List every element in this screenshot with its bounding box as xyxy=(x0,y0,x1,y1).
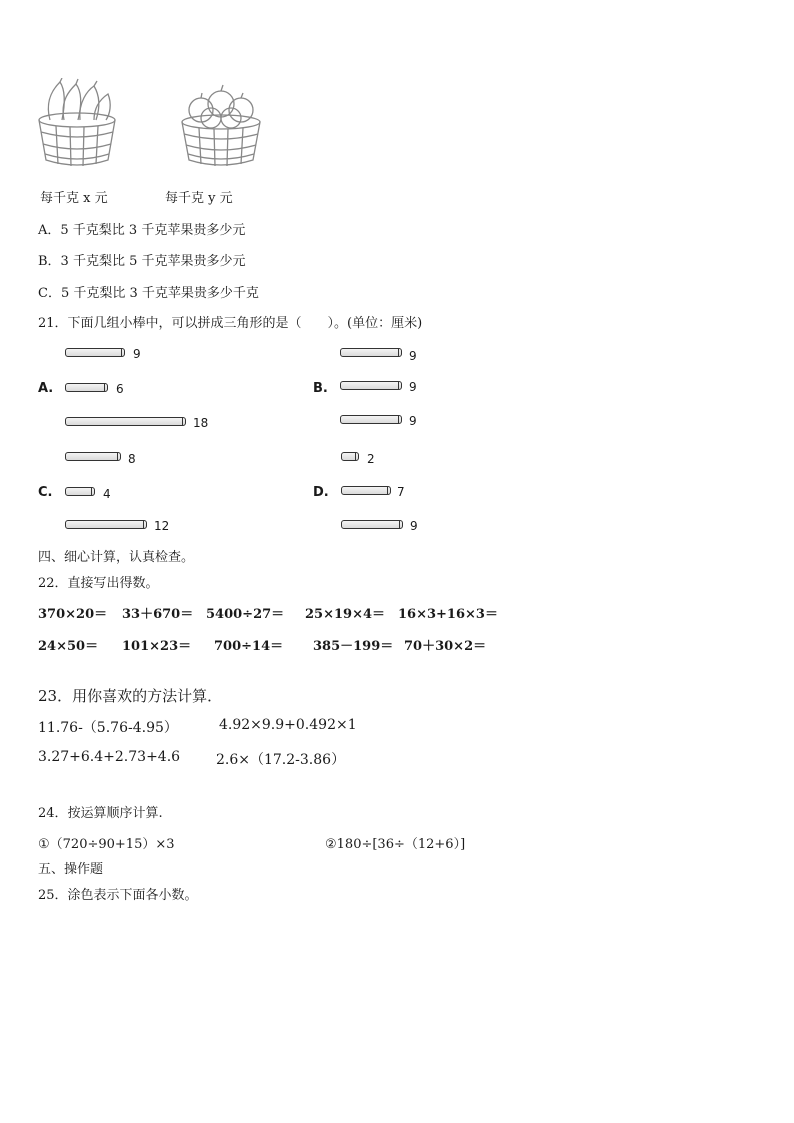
q21-option-d: D. xyxy=(313,485,329,500)
q21-option-a: A. xyxy=(38,381,54,396)
stick-a2 xyxy=(65,383,108,392)
q22-r2-c1: 24×50＝ xyxy=(38,639,99,654)
stick-b3-length: 9 xyxy=(409,414,417,428)
stick-c2-length: 4 xyxy=(103,487,111,501)
q20-option-c: C．5 千克梨比 3 千克苹果贵多少千克 xyxy=(38,286,259,301)
basket-label-apple: 每千克 y 元 xyxy=(165,191,233,206)
q24-stem: 24．按运算顺序计算. xyxy=(38,806,163,821)
stick-b2-length: 9 xyxy=(409,380,417,394)
q22-r1-c1: 370×20＝ xyxy=(38,607,108,622)
q22-r1-c2: 33＋670＝ xyxy=(122,607,194,622)
stick-b3 xyxy=(340,415,402,424)
stick-c3-length: 12 xyxy=(154,519,170,533)
q23-item-4: 2.6×（17.2-3.86） xyxy=(216,752,346,768)
q22-r1-c4: 25×19×4＝ xyxy=(305,607,386,622)
q23-stem: 23．用你喜欢的方法计算． xyxy=(38,687,223,705)
stick-b1-length: 9 xyxy=(409,349,417,363)
basket-label-pear: 每千克 x 元 xyxy=(40,191,108,206)
stick-a3-length: 18 xyxy=(193,416,209,430)
q22-r2-c5: 70＋30×2＝ xyxy=(404,639,487,654)
q21-option-c: C. xyxy=(38,485,53,500)
stick-b1 xyxy=(340,348,402,357)
q21-stem: 21．下面几组小棒中，可以拼成三角形的是（ ）。(单位：厘米) xyxy=(38,316,423,331)
q21-option-b: B. xyxy=(313,381,328,396)
q23-item-3: 3.27+6.4+2.73+4.6 xyxy=(38,749,181,765)
q23-item-2: 4.92×9.9+0.492×1 xyxy=(219,717,357,733)
section-5-heading: 五、操作题 xyxy=(38,862,104,877)
stick-c1 xyxy=(65,452,121,461)
apple-basket-icon xyxy=(179,82,263,168)
stick-a3 xyxy=(65,417,186,426)
q23-item-1: 11.76-（5.76-4.95） xyxy=(38,720,178,736)
stick-d1 xyxy=(341,452,359,461)
q20-option-a: A．5 千克梨比 3 千克苹果贵多少元 xyxy=(38,223,246,238)
stick-d2 xyxy=(341,486,391,495)
q22-stem: 22．直接写出得数。 xyxy=(38,576,159,591)
stick-c3 xyxy=(65,520,147,529)
stick-d2-length: 7 xyxy=(397,485,405,499)
stick-a1 xyxy=(65,348,125,357)
q22-r1-c5: 16×3+16×3＝ xyxy=(398,607,498,622)
q22-r2-c2: 101×23＝ xyxy=(122,639,192,654)
section-4-heading: 四、细心计算，认真检查。 xyxy=(38,550,195,565)
stick-a1-length: 9 xyxy=(133,347,141,361)
q22-r2-c4: 385－199＝ xyxy=(313,639,394,654)
stick-d3 xyxy=(341,520,403,529)
q20-option-b: B．3 千克梨比 5 千克苹果贵多少元 xyxy=(38,254,246,269)
stick-d1-length: 2 xyxy=(367,452,375,466)
q22-r1-c3: 5400÷27＝ xyxy=(206,607,285,622)
stick-b2 xyxy=(340,381,402,390)
q25-stem: 25．涂色表示下面各小数。 xyxy=(38,888,198,903)
stick-d3-length: 9 xyxy=(410,519,418,533)
q24-item-2: ②180÷[36÷（12+6）] xyxy=(325,837,466,852)
q22-r2-c3: 700÷14＝ xyxy=(214,639,284,654)
pear-basket-icon xyxy=(36,78,118,168)
stick-c1-length: 8 xyxy=(128,452,136,466)
stick-a2-length: 6 xyxy=(116,382,124,396)
q24-item-1: ①（720÷90+15）×3 xyxy=(38,837,175,852)
stick-c2 xyxy=(65,487,95,496)
